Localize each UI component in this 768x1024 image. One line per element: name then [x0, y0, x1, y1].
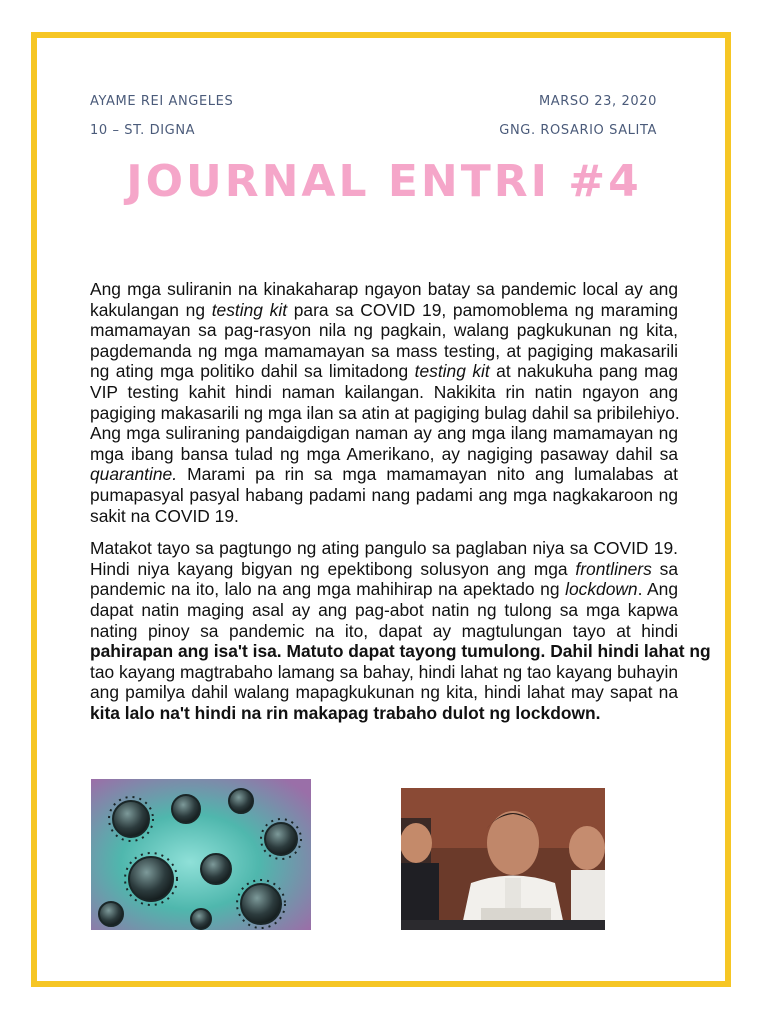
- italic-term: testing kit: [211, 299, 288, 320]
- text-run: ang pamilya dahil walang mapagkukunan ng kita, hindi lahat may sapat na: [90, 682, 678, 703]
- text-run: kakulangan ng: [90, 299, 212, 320]
- coronavirus-image: [91, 779, 311, 930]
- text-run: mga ibang bansa tulad ng mga Amerikano, ay nagiging pasaway dahil sa: [90, 443, 678, 464]
- press-photo-image: [401, 788, 605, 930]
- italic-term: testing kit: [414, 361, 490, 382]
- text-line: [90, 341, 678, 362]
- text-line: [90, 403, 678, 424]
- text-run: pandemic na ito, lalo na ang mga mahihirap na apektado ng: [90, 579, 566, 600]
- text-run: dapat natin maging asal ay ang pag-abot natin ng tulong sa mga kapwa: [90, 599, 678, 620]
- class-section: 10 – ST. DIGNA: [90, 123, 196, 138]
- entry-date: MARSO 23, 2020: [538, 94, 657, 109]
- text-line: [90, 682, 678, 703]
- text-run: at nakukuha pang mag: [489, 361, 678, 382]
- text-line: [90, 703, 678, 724]
- text-run: para sa COVID 19, pamomoblema ng maraming: [287, 299, 679, 320]
- text-run: nating pinoy sa pandemic na ito, dapat ay magtulungan tayo at hindi: [90, 620, 678, 641]
- page-title: JOURNAL ENTRI #4: [126, 156, 642, 207]
- bold-text: pahirapan ang isa't isa. Matuto dapat tayong tumulong. Dahil hindi lahat ng: [90, 641, 711, 662]
- bold-text: kita lalo na't hindi na rin makapag trabaho dulot ng lockdown.: [90, 702, 601, 723]
- paragraph-1: [90, 279, 678, 526]
- text-line: [90, 361, 678, 382]
- text-line: [90, 485, 678, 506]
- text-run: Ang mga suliraning pandaigdigan naman ay ang mga ilang mamamayan ng: [90, 423, 678, 444]
- paragraph-2: [90, 538, 711, 723]
- text-run: VIP testing kahit hindi naman kailangan. Nakikita rin natin ngayon ang: [90, 381, 678, 402]
- text-run: Ang mga suliranin na kinakaharap ngayon batay sa pandemic local ay ang: [90, 279, 678, 299]
- text-run: Matakot tayo sa pagtungo ng ating pangulo sa paglaban niya sa COVID 19.: [90, 538, 678, 559]
- text-line: [90, 621, 678, 642]
- text-run: Marami pa rin sa mga mamamayan nito ang lumalabas at: [177, 464, 678, 485]
- text-line: [90, 320, 678, 341]
- text-line: [90, 559, 678, 580]
- italic-term: lockdown: [565, 579, 638, 600]
- text-line: [90, 300, 678, 321]
- text-line: [90, 382, 678, 403]
- author-name: AYAME REI ANGELES: [90, 94, 234, 109]
- text-run: tao kayang magtrabaho lamang sa bahay, hindi lahat ng tao kayang buhayin: [90, 661, 678, 682]
- italic-term: quarantine.: [90, 464, 178, 485]
- text-run: pagiging makasarili ng mga ilan sa atin at pagiging bulag dahil sa pribilehiyo.: [90, 402, 680, 423]
- journal-body: [90, 279, 711, 723]
- text-run: sa: [651, 558, 678, 579]
- text-line: [90, 444, 678, 465]
- text-line: [90, 579, 678, 600]
- text-run: sakit na COVID 19.: [90, 505, 239, 526]
- teacher-name: GNG. ROSARIO SALITA: [499, 123, 657, 138]
- text-line: [90, 641, 711, 662]
- text-line: [90, 538, 678, 559]
- text-run: Hindi niya kayang bigyan ng epektibong solusyon ang mga: [90, 558, 576, 579]
- text-line: [90, 600, 678, 621]
- italic-term: frontliners: [575, 558, 652, 579]
- text-line: [90, 662, 678, 683]
- text-run: pumapasyal pasyal habang padami nang padami ang mga nagkakaroon ng: [90, 484, 678, 505]
- text-line: [90, 506, 678, 527]
- text-line: [90, 423, 678, 444]
- text-run: mamamayan sa pag-rasyon nila ng pagkain, walang pagkukunan ng kita,: [90, 320, 678, 341]
- text-run: . Ang: [637, 579, 678, 600]
- text-run: ng ating mga politiko dahil sa limitadong: [90, 361, 415, 382]
- text-line: [90, 464, 678, 485]
- text-line: [90, 279, 678, 300]
- text-run: pagdemanda ng mga mamamayan sa mass testing, at pagiging makasarili: [90, 340, 678, 361]
